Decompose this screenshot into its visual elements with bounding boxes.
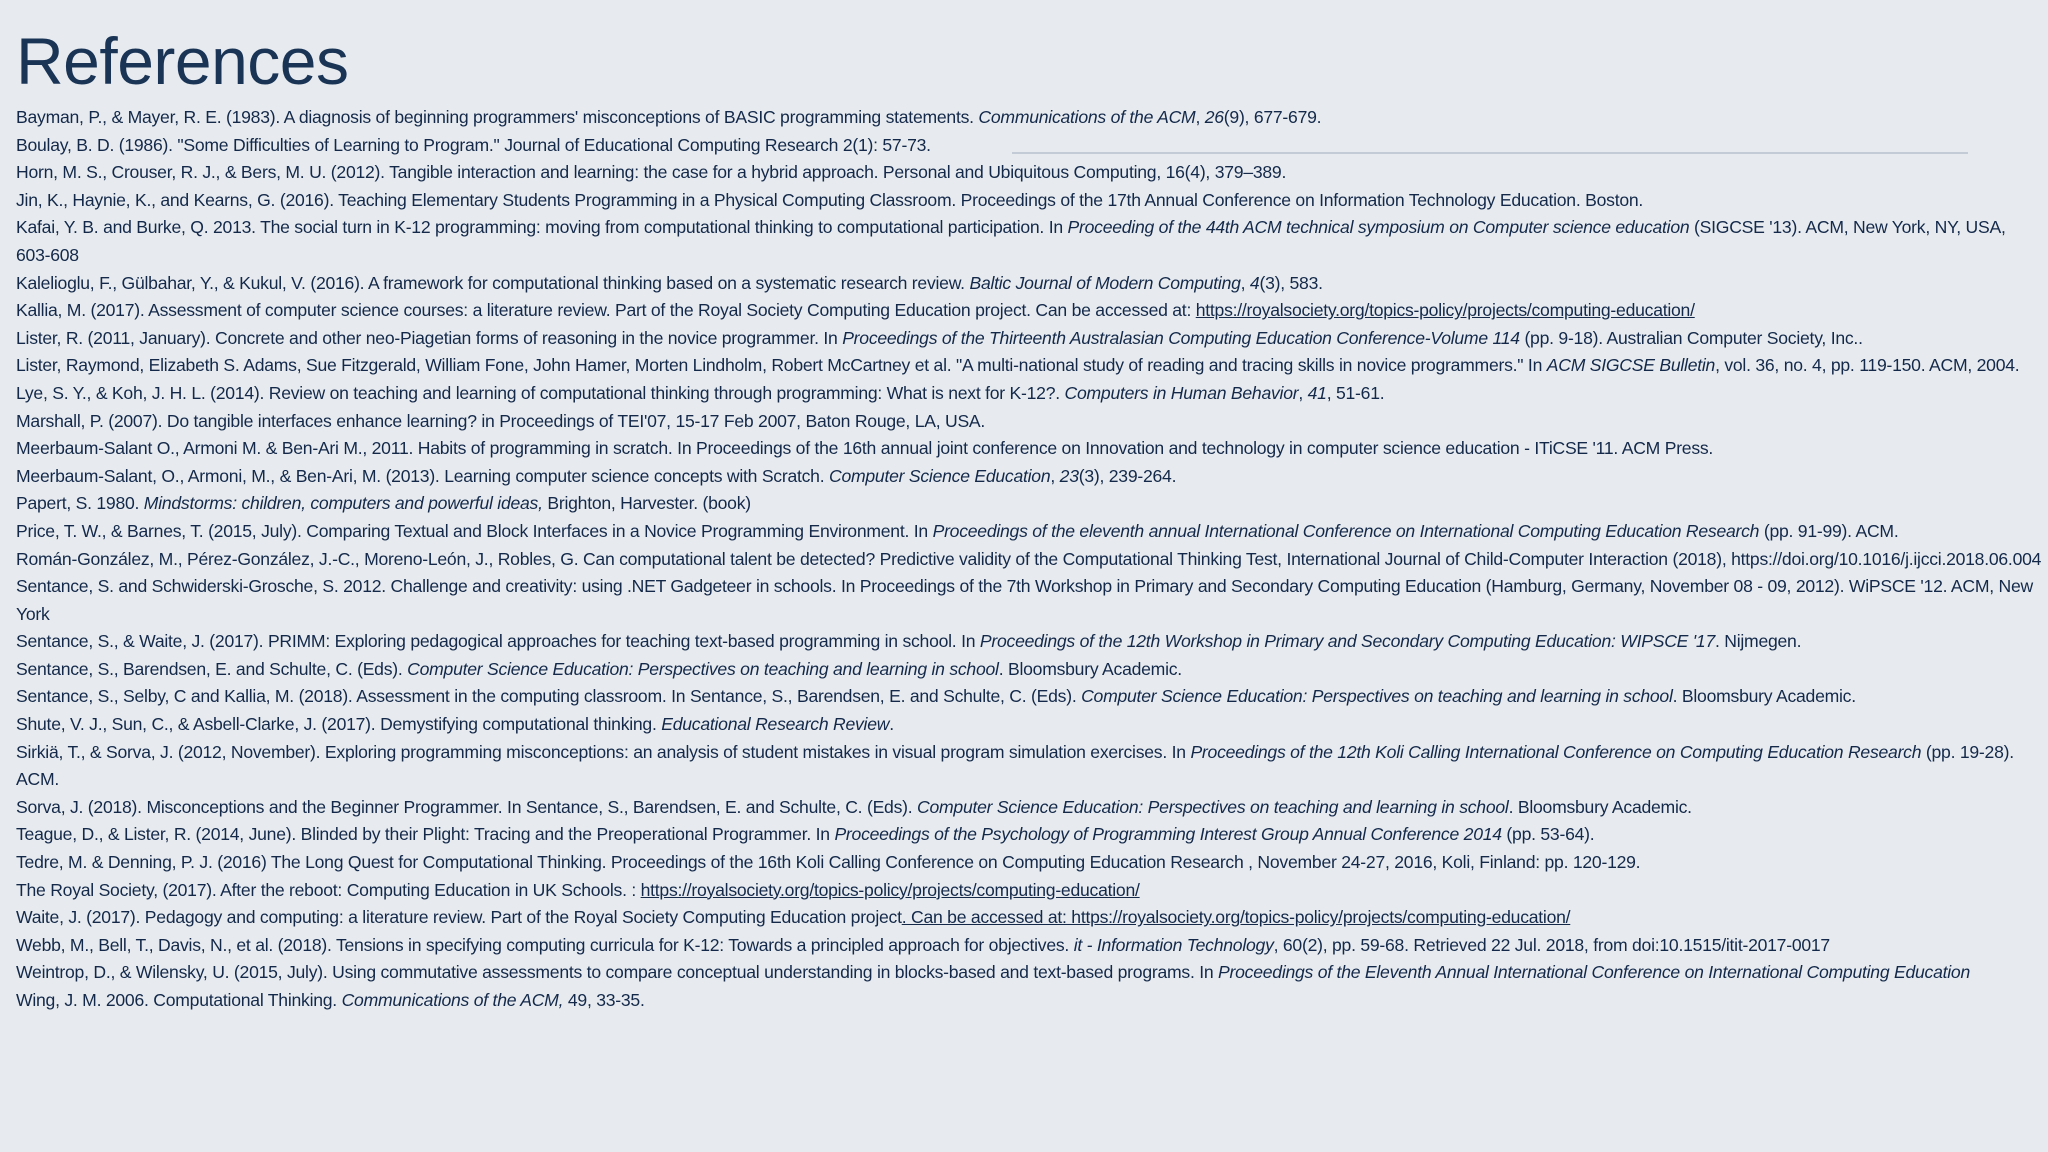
reference-text: (9), 677-679. xyxy=(1223,107,1322,127)
reference-text: (pp. 19-28). ACM. xyxy=(16,741,2014,790)
reference-item xyxy=(16,214,2042,269)
reference-text: Sentance, S., Selby, C and Kallia, M. (2018). Assessment in the computing classroom. In Sentance, S., Barendsen, E. and Schulte, C. (Eds). xyxy=(16,686,1082,707)
reference-text: , vol. 36, no. 4, pp. 119-150. ACM, 2004. xyxy=(1715,355,2020,376)
reference-item xyxy=(16,656,2042,684)
reference-text: (pp. 9-18). Australian Computer Society, Inc.. xyxy=(1519,327,1863,348)
reference-text: Waite, J. (2017). Pedagogy and computing: a literature review. Part of the Royal Society Computing Education project xyxy=(16,907,902,928)
reference-title-italic: ACM SIGCSE Bulletin xyxy=(1546,355,1716,376)
reference-title-italic: Computer Science Education: Perspectives on teaching and learning in school xyxy=(917,796,1509,817)
reference-title-italic: Proceeding of the 44th ACM technical symposium on Computer science education xyxy=(1067,217,1690,238)
reference-item xyxy=(16,987,2042,1015)
reference-text: Boulay, B. D. (1986). "Some Difficulties of Learning to Program." Journal of Educational Computing Research 2(1): 57-73. xyxy=(16,134,931,155)
reference-title-italic: 4 xyxy=(1249,272,1260,293)
reference-text: Webb, M., Bell, T., Davis, N., et al. (2018). Tensions in specifying computing curricula for K-12: Towards a principled approach for objectives. xyxy=(16,934,1074,955)
reference-text: Kallia, M. (2017). Assessment of computer science courses: a literature review. Part of the Royal Society Computing Education project. Can be accessed at: xyxy=(16,300,1196,321)
reference-item xyxy=(16,546,2042,574)
reference-text: Brighton, Harvester. (book) xyxy=(542,493,751,514)
reference-link[interactable]: . Can be accessed at: https://royalsociety.org/topics-policy/projects/computing-education/ xyxy=(901,907,1571,928)
reference-item xyxy=(16,104,2042,132)
reference-text: Sirkiä, T., & Sorva, J. (2012, November). Exploring programming misconceptions: an analysis of student mistakes in visual program simulation exercises. In xyxy=(16,741,1191,762)
reference-text: . xyxy=(889,714,894,735)
reference-item xyxy=(16,380,2042,408)
reference-text: 49, 33-35. xyxy=(563,990,645,1010)
reference-item xyxy=(16,959,2042,987)
reference-text: (3), 239-264. xyxy=(1078,465,1177,486)
reference-title-italic: Computer Science Education xyxy=(829,465,1051,486)
reference-text: Price, T. W., & Barnes, T. (2015, July). Comparing Textual and Block Interfaces in a Novice Programming Environment. In xyxy=(16,520,933,541)
reference-text: Papert, S. 1980. xyxy=(16,493,144,514)
reference-title-italic: 41 xyxy=(1307,382,1327,403)
reference-text: . Bloomsbury Academic. xyxy=(1672,686,1856,707)
reference-item xyxy=(16,297,2042,325)
reference-item xyxy=(16,794,2042,822)
reference-text: Wing, J. M. 2006. Computational Thinking. xyxy=(16,990,342,1010)
reference-item xyxy=(16,683,2042,711)
reference-title-italic: Proceedings of the 12th Workshop in Primary and Secondary Computing Education: WIPSCE '17 xyxy=(979,631,1715,652)
reference-text: Kafai, Y. B. and Burke, Q. 2013. The social turn in K-12 programming: moving from computational thinking to computational participation. In xyxy=(16,217,1068,238)
reference-text: (3), 583. xyxy=(1259,272,1323,293)
reference-item xyxy=(16,490,2042,518)
reference-title-italic: Educational Research Review xyxy=(661,714,890,735)
reference-title-italic: Proceedings of the Thirteenth Australasian Computing Education Conference-Volume 114 xyxy=(842,327,1520,348)
reference-text: , 51-61. xyxy=(1326,382,1385,403)
reference-item xyxy=(16,518,2042,546)
reference-text: . Bloomsbury Academic. xyxy=(998,658,1182,679)
reference-text: Horn, M. S., Crouser, R. J., & Bers, M. U. (2012). Tangible interaction and learning: the case for a hybrid approach. Personal and Ubiquitous Computing, 16(4), 379–389. xyxy=(16,162,1287,183)
reference-item xyxy=(16,435,2042,463)
reference-text: Sentance, S., Barendsen, E. and Schulte, C. (Eds). xyxy=(16,658,408,679)
reference-text: , xyxy=(1050,465,1060,486)
reference-item xyxy=(16,628,2042,656)
reference-text: , xyxy=(1240,272,1250,293)
reference-item xyxy=(16,270,2042,298)
reference-item xyxy=(16,408,2042,436)
reference-item xyxy=(16,877,2042,905)
reference-text: (pp. 53-64). xyxy=(1501,824,1595,845)
reference-title-italic: Computer Science Education: Perspectives on teaching and learning in school xyxy=(1081,686,1673,707)
reference-list xyxy=(16,104,2042,1015)
reference-title-italic: Communications of the ACM, xyxy=(341,990,564,1010)
reference-text: . Nijmegen. xyxy=(1715,631,1802,652)
reference-item xyxy=(16,849,2042,877)
reference-item xyxy=(16,159,2042,187)
reference-item xyxy=(16,352,2042,380)
reference-text: Román-González, M., Pérez-González, J.-C., Moreno-León, J., Robles, G. Can computational talent be detected? Predictive validity of the Computational Thinking Test, International Journal of Child-Computer Interaction (2018), https://doi.org/10.1016/j.ijcci.2018.06.004 xyxy=(16,548,2042,569)
reference-text: Jin, K., Haynie, K., and Kearns, G. (2016). Teaching Elementary Students Programming in a Physical Computing Classroom. Proceedings of the 17th Annual Conference on Information Technology Education. Boston. xyxy=(16,189,1644,210)
reference-text: . Bloomsbury Academic. xyxy=(1508,796,1692,817)
reference-title-italic: it - Information Technology xyxy=(1073,934,1274,955)
reference-text: The Royal Society, (2017). After the reboot: Computing Education in UK Schools. : xyxy=(16,879,641,900)
reference-text: , xyxy=(1195,107,1205,127)
reference-item xyxy=(16,187,2042,215)
reference-title-italic: 23 xyxy=(1059,465,1079,486)
reference-text: Weintrop, D., & Wilensky, U. (2015, July). Using commutative assessments to compare conceptual understanding in blocks-based and text-based programs. In xyxy=(16,962,1219,983)
reference-item xyxy=(16,573,2042,628)
reference-title-italic: Proceedings of the eleventh annual International Conference on International Computing Education Research xyxy=(932,520,1760,541)
reference-title-italic: Communications of the ACM xyxy=(978,107,1196,127)
reference-title-italic: Computer Science Education: Perspectives on teaching and learning in school xyxy=(407,658,999,679)
reference-item xyxy=(16,821,2042,849)
reference-text: Sentance, S. and Schwiderski-Grosche, S. 2012. Challenge and creativity: using .NET Gadgeteer in schools. In Proceedings of the 7th Workshop in Primary and Secondary Computing Education (Hamburg, Germany, November 08 - 09, 2012). WiPSCE '12. ACM, New York xyxy=(16,576,2033,624)
reference-text: Sorva, J. (2018). Misconceptions and the Beginner Programmer. In Sentance, S., Barendsen, E. and Schulte, C. (Eds). xyxy=(16,796,918,817)
reference-text: , xyxy=(1298,382,1308,403)
page-title: References xyxy=(16,24,349,98)
reference-item xyxy=(16,132,2042,160)
reference-text: Lister, R. (2011, January). Concrete and other neo-Piagetian forms of reasoning in the novice programmer. In xyxy=(16,327,843,348)
reference-text: Teague, D., & Lister, R. (2014, June). Blinded by their Plight: Tracing and the Preoperational Programmer. In xyxy=(16,824,835,845)
reference-text: (pp. 91-99). ACM. xyxy=(1759,520,1899,541)
reference-link[interactable]: https://royalsociety.org/topics-policy/projects/computing-education/ xyxy=(1195,300,1695,321)
reference-title-italic: Mindstorms: children, computers and powerful ideas, xyxy=(143,493,543,514)
reference-title-italic: Proceedings of the Psychology of Programming Interest Group Annual Conference 2014 xyxy=(834,824,1502,845)
reference-item xyxy=(16,739,2042,794)
reference-link[interactable]: https://royalsociety.org/topics-policy/projects/computing-education/ xyxy=(640,879,1140,900)
reference-text: Meerbaum-Salant, O., Armoni, M., & Ben-Ari, M. (2013). Learning computer science concepts with Scratch. xyxy=(16,465,829,486)
reference-title-italic: Proceedings of the 12th Koli Calling International Conference on Computing Education Research xyxy=(1190,741,1922,762)
reference-text: Shute, V. J., Sun, C., & Asbell-Clarke, J. (2017). Demystifying computational thinking. xyxy=(16,714,662,735)
reference-text: Sentance, S., & Waite, J. (2017). PRIMM: Exploring pedagogical approaches for teaching text-based programming in school. In xyxy=(16,631,980,652)
reference-item xyxy=(16,711,2042,739)
reference-title-italic: Computers in Human Behavior xyxy=(1064,382,1299,403)
reference-text: (SIGCSE '13). ACM, New York, NY, USA, 603-608 xyxy=(16,217,2006,265)
reference-item xyxy=(16,325,2042,353)
reference-text: , 60(2), pp. 59-68. Retrieved 22 Jul. 2018, from doi:10.1515/itit-2017-0017 xyxy=(1273,934,1830,955)
reference-title-italic: Baltic Journal of Modern Computing xyxy=(969,272,1241,293)
reference-title-italic: 26 xyxy=(1204,107,1224,127)
reference-text: Lister, Raymond, Elizabeth S. Adams, Sue Fitzgerald, William Fone, John Hamer, Morten Lindholm, Robert McCartney et al. "A multi-national study of reading and tracing skills in novice programmers." In xyxy=(16,355,1547,376)
reference-item xyxy=(16,932,2042,960)
reference-text: Meerbaum-Salant O., Armoni M. & Ben-Ari M., 2011. Habits of programming in scratch. In Proceedings of the 16th annual joint conference on Innovation and technology in computer science education - ITiCSE '11. ACM Press. xyxy=(16,438,1714,459)
reference-text: Tedre, M. & Denning, P. J. (2016) The Long Quest for Computational Thinking. Proceedings of the 16th Koli Calling Conference on Computing Education Research , November 24-27, 2016, Koli, Finland: pp. 120-129. xyxy=(16,852,1641,873)
reference-text: Lye, S. Y., & Koh, J. H. L. (2014). Review on teaching and learning of computational thinking through programming: What is next for K-12?. xyxy=(16,382,1065,403)
reference-item xyxy=(16,904,2042,932)
reference-item xyxy=(16,463,2042,491)
reference-text: Kalelioglu, F., Gülbahar, Y., & Kukul, V. (2016). A framework for computational thinking based on a systematic research review. xyxy=(16,272,970,293)
reference-text: Marshall, P. (2007). Do tangible interfaces enhance learning? in Proceedings of TEI'07, 15-17 Feb 2007, Baton Rouge, LA, USA. xyxy=(16,410,986,431)
reference-text: Bayman, P., & Mayer, R. E. (1983). A diagnosis of beginning programmers' misconceptions of BASIC programming statements. xyxy=(16,107,979,127)
reference-title-italic: Proceedings of the Eleventh Annual International Conference on International Computing Education xyxy=(1218,962,1970,983)
